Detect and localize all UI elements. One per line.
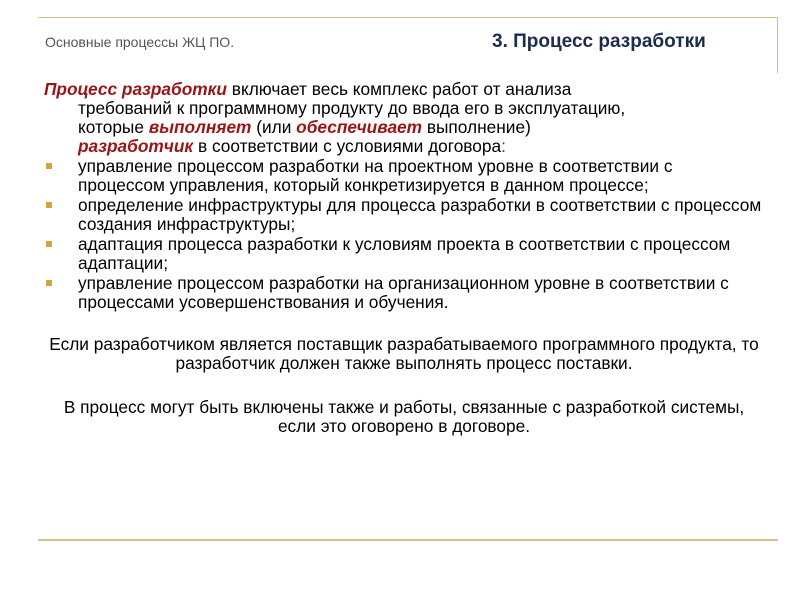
intro-actor: разработчик [78, 136, 194, 156]
intro-text-2: требований к программному продукту до ввода его в эксплуатацию, [78, 98, 626, 118]
intro-text-4: в соответствии с условиями договора [193, 136, 502, 156]
intro-text-1: включает весь комплекс работ от анализа [226, 79, 572, 99]
bullet-square-icon [46, 280, 52, 286]
bullet-square-icon [46, 241, 52, 247]
intro-text-3b: (или [251, 117, 297, 137]
intro-continuation [44, 99, 764, 156]
slide-title: 3. Процесс разработки [492, 31, 706, 52]
list-item [44, 235, 764, 273]
intro-paragraph [44, 80, 764, 156]
system-paragraph: В процесс могут быть включены также и работы, связанные с разработкой системы, если это оговорено в договоре. [63, 397, 745, 436]
bottom-rule [38, 539, 778, 541]
bullet-list [44, 157, 764, 312]
supplier-paragraph: Если разработчиком является поставщик разрабатываемого программного продукта, то разработчик должен также выполнять процесс поставки. [49, 334, 759, 373]
intro-text-3a: которые [78, 117, 149, 137]
intro-term: Процесс разработки [44, 79, 227, 99]
bullet-text: управление процессом разработки на проектном уровне в соответствии с процессом управления, который конкретизируется в данном процессе; [78, 156, 673, 195]
bullet-square-icon [46, 163, 52, 169]
intro-text-3c: выполнение) [422, 117, 531, 137]
intro-colon: : [501, 136, 506, 156]
top-rule [38, 17, 778, 18]
bullet-text: управление процессом разработки на организационном уровне в соответствии с процессами усовершенствования и обучения. [78, 273, 729, 312]
intro-verb-1: выполняет [148, 117, 252, 137]
intro-verb-2: обеспечивает [296, 117, 423, 137]
slide-content [44, 80, 764, 436]
right-rule [777, 17, 778, 73]
bullet-square-icon [46, 202, 52, 208]
list-item [44, 157, 764, 195]
bullet-text: определение инфраструктуры для процесса разработки в соответствии с процессом создания инфраструктуры; [78, 195, 762, 234]
bullet-text: адаптация процесса разработки к условиям проекта в соответствии с процессом адаптации; [78, 234, 731, 273]
list-item [44, 196, 764, 234]
section-label: Основные процессы ЖЦ ПО. [45, 34, 235, 50]
list-item [44, 274, 764, 312]
